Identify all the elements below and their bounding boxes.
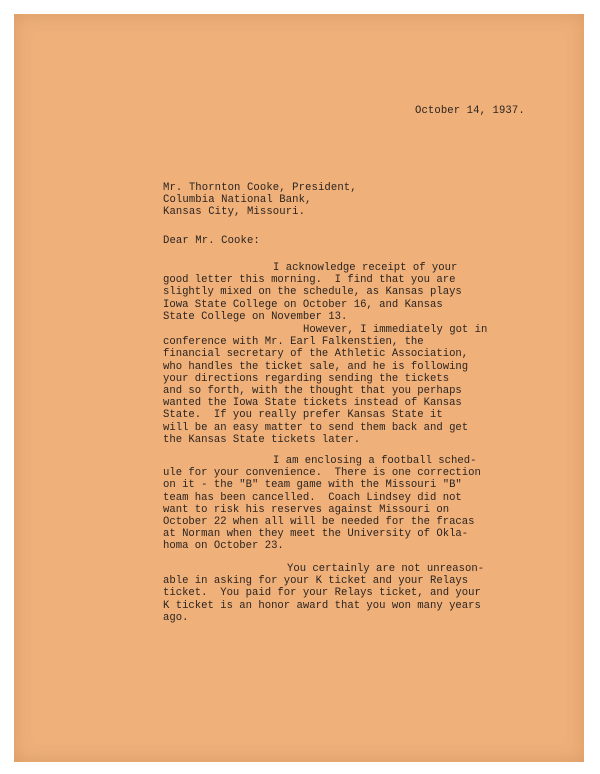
paragraph-line: I am enclosing a football sched- bbox=[273, 455, 477, 467]
address-line-bank: Columbia National Bank, bbox=[163, 194, 312, 206]
paragraph-line: financial secretary of the Athletic Association, bbox=[163, 348, 469, 361]
paragraph-1 bbox=[163, 262, 462, 323]
paragraph-line: and so forth, with the thought that you perhaps bbox=[163, 385, 462, 398]
paragraph-line: able in asking for your K ticket and your Relays bbox=[163, 575, 469, 588]
paragraph-line: conference with Mr. Earl Falkenstien, the bbox=[163, 336, 424, 349]
paragraph-line: on it - the "B" team game with the Missouri "B" bbox=[163, 479, 462, 492]
paragraph-line: However, I immediately got in bbox=[303, 324, 488, 336]
paragraph-line: You certainly are not unreason- bbox=[287, 563, 485, 575]
paragraph-3 bbox=[163, 455, 481, 553]
address-line-city: Kansas City, Missouri. bbox=[163, 206, 306, 218]
paragraph-line: your directions regarding sending the tickets bbox=[163, 372, 450, 385]
paragraph-line: October 22 when all will be needed for the fracas bbox=[163, 516, 475, 529]
paragraph-line: ago. bbox=[163, 611, 189, 624]
paragraph-line: ticket. You paid for your Relays ticket, and your bbox=[163, 587, 481, 600]
paragraph-line: want to risk his reserves against Missouri on bbox=[163, 503, 450, 516]
paragraph-line: the Kansas State tickets later. bbox=[163, 433, 361, 446]
paragraph-4 bbox=[163, 563, 484, 624]
paragraph-line: good letter this morning. I find that you are bbox=[163, 274, 456, 287]
paragraph-line: State. If you really prefer Kansas State it bbox=[163, 409, 443, 422]
paragraph-line: Iowa State College on October 16, and Kansas bbox=[163, 298, 443, 311]
salutation: Dear Mr. Cooke: bbox=[163, 235, 260, 247]
paragraph-line: ule for your convenience. There is one correction bbox=[163, 467, 481, 480]
paragraph-line: I acknowledge receipt of your bbox=[273, 262, 458, 274]
paragraph-line: wanted the Iowa State tickets instead of Kansas bbox=[163, 397, 462, 410]
paragraph-line: will be an easy matter to send them back and get bbox=[163, 421, 469, 434]
paragraph-line: who handles the ticket sale, and he is following bbox=[163, 360, 469, 373]
address-line-name: Mr. Thornton Cooke, President, bbox=[163, 182, 357, 194]
letter-page bbox=[14, 14, 584, 762]
paragraph-line: slightly mixed on the schedule, as Kansas plays bbox=[163, 286, 462, 299]
paragraph-line: homa on October 23. bbox=[163, 540, 284, 553]
paragraph-2 bbox=[163, 324, 487, 446]
paragraph-line: at Norman when they meet the University of Okla- bbox=[163, 528, 469, 541]
paragraph-line: team has been cancelled. Coach Lindsey did not bbox=[163, 491, 462, 504]
paragraph-line: K ticket is an honor award that you won many years bbox=[163, 599, 481, 612]
letter-date: October 14, 1937. bbox=[415, 105, 525, 117]
paragraph-line: State College on November 13. bbox=[163, 310, 348, 323]
